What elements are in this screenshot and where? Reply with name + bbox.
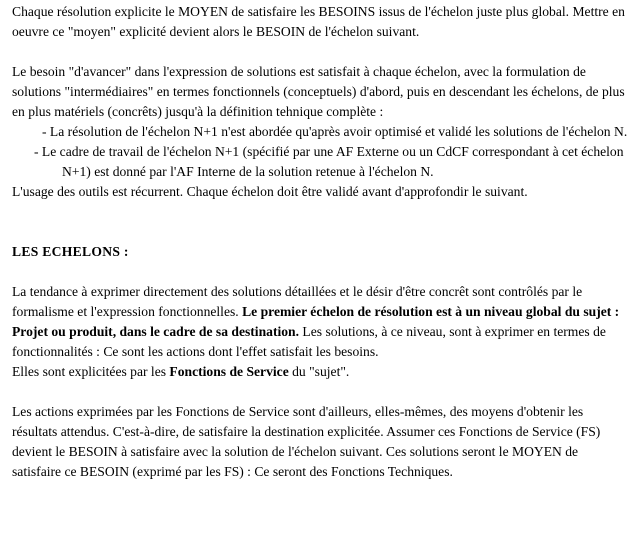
- paragraph-resolution: Chaque résolution explicite le MOYEN de satisfaire les BESOINS issus de l'échelon juste plus global. Mettre en oeuvre ce "moyen" explicité devient alors le BESOIN de l'échelon suivant.: [12, 4, 625, 39]
- bullet-item-2: - Le cadre de travail de l'échelon N+1 (spécifié par une AF Externe ou un CdCF correspondant à cet échelon N+1) est donné par l'AF Interne de la solution retenue à l'échelon N.: [34, 144, 624, 179]
- paragraph-tendance: [12, 282, 630, 362]
- spacer: [12, 262, 630, 282]
- paragraph-fonctions: [12, 362, 630, 382]
- text-run: Les solutions, à ce niveau, sont à exprimer en termes de fonctionnalités : Ce sont les actions dont l'effet satisfait les besoins.: [12, 324, 606, 359]
- bullet-item-1: - La résolution de l'échelon N+1 n'est abordée qu'après avoir optimisé et validé les solutions de l'échelon N.: [42, 124, 628, 139]
- bold-text-run: Fonctions de Service: [169, 364, 289, 379]
- spacer: [12, 382, 630, 402]
- spacer: [12, 202, 630, 242]
- section-heading: LES ECHELONS :: [12, 244, 129, 259]
- bold-text-run: Le premier échelon de résolution est à un niveau global du sujet : Projet ou produit, dans le cadre de sa destination.: [12, 304, 620, 339]
- text-run: La tendance à exprimer directement des solutions détaillées et le désir d'être concrêt sont contrôlés par le formalisme et l'expression fonctionnelles.: [12, 284, 583, 319]
- spacer: [12, 42, 630, 62]
- paragraph-actions: Les actions exprimées par les Fonctions de Service sont d'ailleurs, elles-mêmes, des moyens d'obtenir les résultats attendus. C'est-à-dire, de satisfaire la destination explicitée. Assumer ces Fonctions de Service (FS) devient le BESOIN à satisfaire avec la solution de l'échelon suivant. Ces solutions seront le MOYEN de satisfaire ce BESOIN (exprimé par les FS) : Ce seront des Fonctions Techniques.: [12, 404, 601, 479]
- paragraph-besoin-intro: Le besoin "d'avancer" dans l'expression de solutions est satisfait à chaque échelon, avec la formulation de solutions "intermédiaires" en termes fonctionnels (conceptuels) d'abord, puis en descendant les échelons, de plus en plus matériels (concrêts) jusqu'à la définition tehnique complète :: [12, 64, 625, 119]
- text-run: Elles sont explicitées par les: [12, 364, 170, 379]
- text-run: du "sujet".: [288, 364, 350, 379]
- paragraph-outils: L'usage des outils est récurrent. Chaque échelon doit être validé avant d'approfondir le suivant.: [12, 184, 528, 199]
